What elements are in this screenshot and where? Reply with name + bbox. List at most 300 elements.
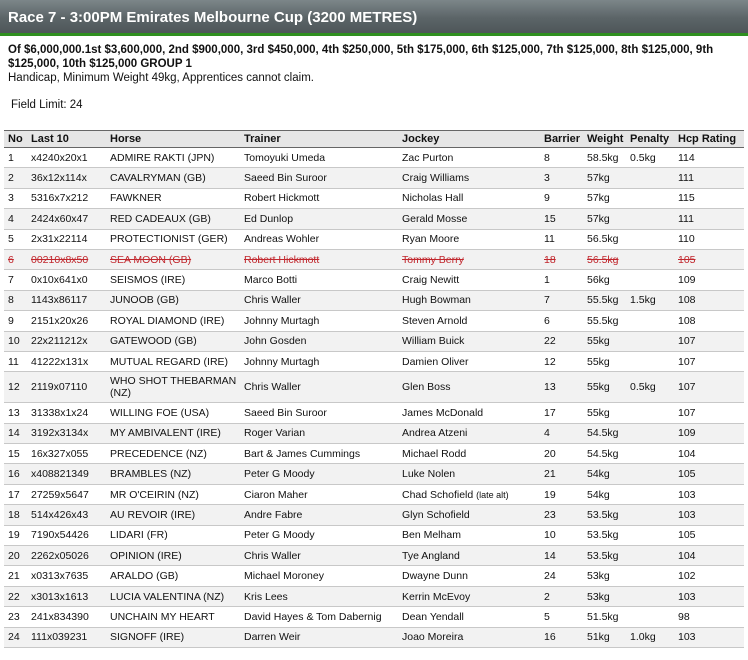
cell-last10-text: 27259x5647 [31, 488, 89, 501]
cell-trainer [240, 607, 398, 627]
table-row [4, 484, 744, 504]
cell-last10-text: 111x039231 [31, 631, 88, 644]
cell-last10 [27, 209, 106, 229]
cell-no-text: 18 [8, 508, 20, 521]
cell-last10 [27, 525, 106, 545]
header-row [4, 131, 744, 148]
cell-rating-text: 105 [678, 253, 696, 266]
cell-jockey [398, 484, 540, 504]
cell-barrier [540, 586, 583, 606]
cell-no [4, 229, 27, 249]
cell-rating-text: 107 [678, 335, 696, 348]
cell-barrier [540, 372, 583, 403]
cell-barrier [540, 249, 583, 269]
cell-no [4, 546, 27, 566]
cell-trainer-text: Johnny Murtagh [244, 314, 320, 327]
prizemoney: Of $6,000,000.1st $3,600,000, 2nd $900,000, 3rd $450,000, 4th $250,000, 5th $175,000, 6th $125,000, 7th $125,000, 8th $125,000, 9th $125,000, 10th $125,000 GROUP 1 [8, 44, 714, 70]
cell-penalty-text: 1.5kg [630, 294, 656, 307]
cell-barrier [540, 209, 583, 229]
table-row [4, 586, 744, 606]
cell-weight-text: 56kg [587, 274, 610, 287]
table-row [4, 423, 744, 443]
cell-no-text: 3 [8, 192, 14, 205]
cell-weight-text: 56.5kg [587, 233, 619, 246]
cell-barrier [540, 627, 583, 647]
cell-jockey-text: Nicholas Hall [402, 192, 464, 205]
cell-last10 [27, 505, 106, 525]
cell-jockey [398, 372, 540, 403]
cell-jockey [398, 270, 540, 290]
cell-no-text: 2 [8, 172, 14, 185]
cell-barrier [540, 351, 583, 371]
cell-last10 [27, 168, 106, 188]
cell-no-text: 8 [8, 294, 14, 307]
cell-barrier [540, 464, 583, 484]
cell-horse [106, 484, 240, 504]
race-conditions: Handicap, Minimum Weight 49kg, Apprentices cannot claim. [8, 72, 314, 84]
cell-weight [583, 423, 626, 443]
col-penalty: Penalty [626, 131, 674, 148]
cell-jockey-text: James McDonald [402, 406, 484, 419]
cell-last10 [27, 331, 106, 351]
cell-last10-text: 22x211212x [31, 335, 88, 348]
cell-horse-text: FAWKNER [110, 192, 162, 205]
cell-horse [106, 566, 240, 586]
cell-weight-text: 53.5kg [587, 508, 619, 521]
cell-no-text: 20 [8, 549, 20, 562]
cell-weight-text: 57kg [587, 212, 610, 225]
cell-horse-text: LUCIA VALENTINA (NZ) [110, 590, 225, 603]
cell-rating-text: 103 [678, 488, 696, 501]
cell-barrier [540, 484, 583, 504]
cell-last10-text: 514x426x43 [31, 508, 89, 521]
cell-jockey-text: Craig Williams [402, 172, 470, 185]
cell-penalty [626, 209, 674, 229]
cell-penalty [626, 423, 674, 443]
cell-last10 [27, 290, 106, 310]
cell-no [4, 331, 27, 351]
cell-rating-text: 108 [678, 314, 696, 327]
cell-no-text: 21 [8, 570, 20, 583]
cell-jockey-text: Craig Newitt [402, 274, 460, 287]
cell-jockey [398, 249, 540, 269]
cell-weight-text: 53.5kg [587, 549, 619, 562]
cell-no [4, 423, 27, 443]
table-row [4, 270, 744, 290]
cell-no [4, 505, 27, 525]
cell-horse-text: CAVALRYMAN (GB) [110, 172, 206, 185]
cell-jockey-text: Gerald Mosse [402, 212, 468, 225]
cell-weight-text: 55.5kg [587, 294, 619, 307]
cell-horse [106, 331, 240, 351]
cell-weight-text: 53kg [587, 570, 610, 583]
cell-trainer [240, 627, 398, 647]
cell-trainer-text: John Gosden [244, 335, 307, 348]
cell-no-text: 14 [8, 427, 20, 440]
cell-horse-text: LIDARI (FR) [110, 529, 168, 542]
cell-jockey [398, 607, 540, 627]
cell-trainer [240, 229, 398, 249]
cell-penalty-text: 1.0kg [630, 631, 656, 644]
cell-weight [583, 444, 626, 464]
cell-no-text: 10 [8, 335, 20, 348]
cell-rating [674, 525, 744, 545]
cell-horse [106, 403, 240, 423]
cell-jockey-text: Dean Yendall [402, 610, 464, 623]
cell-barrier [540, 444, 583, 464]
cell-weight-text: 57kg [587, 192, 610, 205]
cell-jockey [398, 331, 540, 351]
cell-no-text: 9 [8, 314, 14, 327]
cell-rating-text: 110 [678, 233, 695, 246]
cell-horse-text: SIGNOFF (IRE) [110, 631, 185, 644]
cell-barrier-text: 20 [544, 447, 556, 460]
cell-rating [674, 607, 744, 627]
cell-rating-text: 109 [678, 274, 696, 287]
cell-trainer-text: Roger Varian [244, 427, 306, 440]
cell-horse-text: ADMIRE RAKTI (JPN) [110, 151, 215, 164]
table-row [4, 311, 744, 331]
cell-weight [583, 403, 626, 423]
cell-trainer [240, 423, 398, 443]
cell-horse-text: BRAMBLES (NZ) [110, 468, 192, 481]
cell-barrier-text: 6 [544, 314, 550, 327]
cell-rating-text: 109 [678, 427, 696, 440]
cell-horse-text: ARALDO (GB) [110, 570, 179, 583]
cell-last10 [27, 372, 106, 403]
cell-last10-text: x3013x1613 [31, 590, 89, 603]
cell-weight-text: 56.5kg [587, 253, 619, 266]
table-row [4, 627, 744, 647]
cell-last10-text: 5316x7x212 [31, 192, 89, 205]
cell-barrier [540, 525, 583, 545]
cell-last10-text: 2x31x22114 [31, 233, 88, 246]
table-row [4, 444, 744, 464]
cell-last10 [27, 464, 106, 484]
cell-no-text: 6 [8, 253, 14, 266]
cell-jockey-text: Chad Schofield [402, 488, 474, 501]
cell-barrier [540, 607, 583, 627]
table-row [4, 188, 744, 208]
cell-weight-text: 54.5kg [587, 447, 619, 460]
cell-last10 [27, 423, 106, 443]
cell-last10 [27, 148, 106, 168]
cell-last10 [27, 270, 106, 290]
cell-no [4, 484, 27, 504]
cell-rating [674, 351, 744, 371]
cell-horse [106, 546, 240, 566]
cell-horse [106, 290, 240, 310]
cell-trainer [240, 148, 398, 168]
cell-trainer-text: Robert Hickmott [244, 253, 320, 266]
cell-last10-text: 16x327x055 [31, 447, 89, 460]
cell-horse [106, 423, 240, 443]
cell-barrier [540, 546, 583, 566]
cell-last10 [27, 444, 106, 464]
cell-weight [583, 148, 626, 168]
cell-rating [674, 444, 744, 464]
cell-barrier-text: 8 [544, 151, 550, 164]
cell-trainer-text: Andreas Wohler [244, 233, 320, 246]
cell-rating-text: 103 [678, 590, 696, 603]
cell-weight [583, 311, 626, 331]
cell-horse-text: SEISMOS (IRE) [110, 274, 186, 287]
field-rows [4, 148, 744, 648]
cell-no-text: 23 [8, 610, 20, 623]
cell-horse-text: PROTECTIONIST (GER) [110, 233, 228, 246]
cell-weight [583, 331, 626, 351]
cell-rating [674, 505, 744, 525]
cell-rating-text: 103 [678, 508, 696, 521]
cell-trainer-text: Chris Waller [244, 381, 301, 394]
table-row [4, 148, 744, 168]
cell-penalty [626, 546, 674, 566]
cell-weight-text: 53kg [587, 590, 610, 603]
cell-barrier-text: 11 [544, 233, 555, 246]
cell-horse [106, 168, 240, 188]
cell-no-text: 4 [8, 212, 14, 225]
cell-horse [106, 372, 240, 403]
col-horse: Horse [106, 131, 240, 148]
cell-penalty [626, 607, 674, 627]
cell-last10-text: 36x12x114x [31, 172, 87, 185]
cell-last10-text: 241x834390 [31, 610, 89, 623]
cell-no [4, 270, 27, 290]
cell-horse-text: JUNOOB (GB) [110, 294, 179, 307]
cell-rating-text: 108 [678, 294, 696, 307]
cell-barrier-text: 13 [544, 381, 556, 394]
cell-rating [674, 311, 744, 331]
cell-weight-text: 55kg [587, 406, 610, 419]
cell-no [4, 209, 27, 229]
cell-rating-text: 103 [678, 631, 696, 644]
table-row [4, 525, 744, 545]
cell-jockey [398, 148, 540, 168]
cell-weight [583, 586, 626, 606]
cell-barrier-text: 19 [544, 488, 556, 501]
cell-trainer [240, 311, 398, 331]
cell-barrier-text: 17 [544, 406, 556, 419]
cell-horse [106, 505, 240, 525]
cell-last10-text: x4240x20x1 [31, 151, 88, 164]
table-row [4, 249, 744, 269]
cell-horse-text: AU REVOIR (IRE) [110, 508, 196, 521]
cell-horse-text: ROYAL DIAMOND (IRE) [110, 314, 225, 327]
table-row [4, 607, 744, 627]
cell-weight-text: 55.5kg [587, 314, 619, 327]
cell-weight [583, 566, 626, 586]
cell-trainer-text: Chris Waller [244, 294, 301, 307]
cell-trainer [240, 464, 398, 484]
cell-barrier-text: 3 [544, 172, 550, 185]
cell-trainer [240, 505, 398, 525]
cell-no-text: 19 [8, 529, 20, 542]
cell-horse [106, 188, 240, 208]
cell-weight-text: 58.5kg [587, 151, 619, 164]
cell-jockey-text: Dwayne Dunn [402, 570, 468, 583]
cell-trainer-text: Peter G Moody [244, 529, 315, 542]
cell-jockey-text: Glyn Schofield [402, 508, 470, 521]
table-row [4, 209, 744, 229]
cell-weight [583, 168, 626, 188]
cell-last10 [27, 188, 106, 208]
cell-horse-text: WHO SHOT THEBARMAN (NZ) [110, 375, 237, 400]
cell-no-text: 1 [8, 151, 14, 164]
cell-rating-text: 98 [678, 610, 690, 623]
cell-jockey [398, 464, 540, 484]
cell-rating [674, 168, 744, 188]
cell-horse [106, 627, 240, 647]
cell-penalty [626, 311, 674, 331]
cell-jockey-text: Damien Oliver [402, 355, 469, 368]
cell-rating [674, 566, 744, 586]
col-jockey: Jockey [398, 131, 540, 148]
cell-trainer [240, 270, 398, 290]
cell-rating-text: 105 [678, 529, 696, 542]
cell-weight-text: 55kg [587, 355, 610, 368]
cell-penalty [626, 188, 674, 208]
cell-barrier [540, 403, 583, 423]
col-last10: Last 10 [27, 131, 106, 148]
cell-jockey-text: Ben Melham [402, 529, 461, 542]
cell-rating [674, 586, 744, 606]
cell-jockey [398, 168, 540, 188]
cell-barrier-text: 2 [544, 590, 550, 603]
cell-weight [583, 229, 626, 249]
cell-jockey-text: Kerrin McEvoy [402, 590, 471, 603]
cell-barrier [540, 229, 583, 249]
cell-trainer-text: Ciaron Maher [244, 488, 308, 501]
col-rating: Hcp Rating [674, 131, 744, 148]
cell-barrier [540, 290, 583, 310]
cell-jockey-text: Glen Boss [402, 381, 451, 394]
cell-trainer [240, 444, 398, 464]
cell-jockey [398, 209, 540, 229]
cell-jockey-text: Steven Arnold [402, 314, 468, 327]
cell-jockey [398, 290, 540, 310]
cell-trainer [240, 290, 398, 310]
cell-horse [106, 148, 240, 168]
cell-rating-text: 107 [678, 406, 696, 419]
cell-no-text: 7 [8, 274, 14, 287]
cell-jockey-text: Zac Purton [402, 151, 454, 164]
cell-horse [106, 525, 240, 545]
cell-horse-text: SEA MOON (GB) [110, 253, 192, 266]
cell-no [4, 525, 27, 545]
cell-barrier [540, 311, 583, 331]
race-title: Race 7 - 3:00PM Emirates Melbourne Cup (3200 METRES) [0, 0, 748, 36]
cell-penalty [626, 484, 674, 504]
cell-trainer [240, 586, 398, 606]
cell-horse-text: WILLING FOE (USA) [110, 406, 210, 419]
cell-last10 [27, 249, 106, 269]
cell-no-text: 16 [8, 468, 20, 481]
cell-rating [674, 464, 744, 484]
cell-penalty-text: 0.5kg [630, 151, 656, 164]
cell-weight [583, 270, 626, 290]
cell-rating [674, 188, 744, 208]
cell-weight-text: 55kg [587, 381, 610, 394]
cell-no [4, 311, 27, 331]
cell-weight [583, 546, 626, 566]
cell-barrier [540, 148, 583, 168]
table-row [4, 229, 744, 249]
cell-penalty-text: 0.5kg [630, 381, 656, 394]
cell-last10 [27, 403, 106, 423]
cell-weight [583, 188, 626, 208]
cell-jockey-text: Hugh Bowman [402, 294, 471, 307]
cell-no-text: 12 [8, 381, 20, 394]
cell-horse-text: MR O'CEIRIN (NZ) [110, 488, 199, 501]
cell-rating [674, 331, 744, 351]
col-trainer: Trainer [240, 131, 398, 148]
cell-jockey-text: Tye Angland [402, 549, 460, 562]
cell-trainer-text: Chris Waller [244, 549, 301, 562]
cell-trainer-text: Bart & James Cummings [244, 447, 361, 460]
cell-barrier [540, 505, 583, 525]
cell-no [4, 372, 27, 403]
table-row [4, 464, 744, 484]
table-row [4, 290, 744, 310]
cell-trainer [240, 484, 398, 504]
cell-penalty [626, 270, 674, 290]
cell-trainer-text: Michael Moroney [244, 570, 324, 583]
cell-trainer-text: Tomoyuki Umeda [244, 151, 326, 164]
cell-weight [583, 484, 626, 504]
cell-barrier [540, 270, 583, 290]
cell-barrier-text: 22 [544, 335, 556, 348]
cell-rating-text: 107 [678, 381, 696, 394]
table-row [4, 351, 744, 371]
cell-trainer-text: Peter G Moody [244, 468, 315, 481]
cell-last10-text: x408821349 [31, 468, 89, 481]
cell-last10-text: 2119x07110 [31, 381, 88, 394]
cell-last10-text: 41222x131x [31, 355, 89, 368]
cell-barrier-text: 9 [544, 192, 550, 205]
cell-jockey-text: Luke Nolen [402, 468, 456, 481]
cell-trainer-text: Marco Botti [244, 274, 298, 287]
cell-penalty [626, 148, 674, 168]
cell-penalty [626, 525, 674, 545]
cell-rating-text: 104 [678, 447, 696, 460]
cell-weight-text: 51.5kg [587, 610, 619, 623]
cell-jockey [398, 586, 540, 606]
cell-trainer-text: David Hayes & Tom Dabernig [244, 610, 382, 623]
cell-horse [106, 607, 240, 627]
cell-rating [674, 270, 744, 290]
cell-barrier-text: 10 [544, 529, 556, 542]
cell-no [4, 148, 27, 168]
cell-barrier [540, 566, 583, 586]
late-alt-note: (late alt) [476, 489, 509, 500]
cell-rating-text: 107 [678, 355, 696, 368]
cell-rating [674, 403, 744, 423]
cell-horse [106, 464, 240, 484]
cell-last10-text: 00210x8x50 [31, 253, 89, 266]
cell-horse-text: UNCHAIN MY HEART [110, 610, 215, 623]
cell-jockey [398, 188, 540, 208]
cell-rating [674, 546, 744, 566]
cell-trainer [240, 188, 398, 208]
cell-rating [674, 423, 744, 443]
cell-no [4, 607, 27, 627]
table-row [4, 331, 744, 351]
cell-no [4, 249, 27, 269]
cell-weight-text: 55kg [587, 335, 610, 348]
cell-trainer-text: Kris Lees [244, 590, 288, 603]
cell-penalty [626, 168, 674, 188]
cell-barrier-text: 18 [544, 253, 556, 266]
